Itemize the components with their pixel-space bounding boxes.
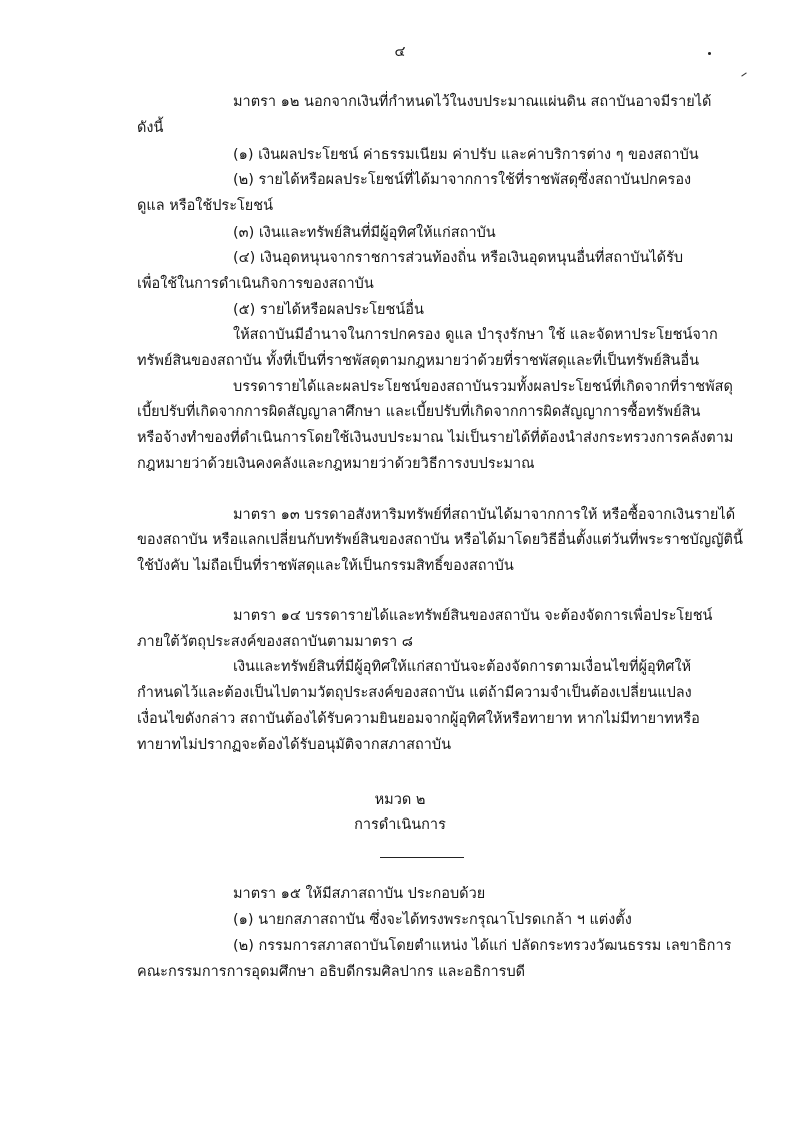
paragraph-line: ทายาทไม่ปรากฏจะต้องได้รับอนุมัติจากสภาสถาบัน xyxy=(137,737,452,753)
chapter-subtitle: การดำเนินการ xyxy=(354,817,446,833)
list-item: (๓) เงินและทรัพย์สินที่มีผู้อุทิศให้แก่สถาบัน xyxy=(233,225,496,241)
paragraph-line: ทรัพย์สินของสถาบัน ทั้งที่เป็นที่ราชพัสดุตามกฎหมายว่าด้วยที่ราชพัสดุและที่เป็นทรัพย์สินอื่น xyxy=(137,353,700,369)
scan-speck xyxy=(708,52,711,55)
divider-rule xyxy=(380,857,464,858)
paragraph-line: ใช้บังคับ ไม่ถือเป็นที่ราชพัสดุและให้เป็นกรรมสิทธิ์ของสถาบัน xyxy=(137,558,514,574)
section-13-heading: มาตรา ๑๓ บรรดาอสังหาริมทรัพย์ที่สถาบันได้มาจากการให้ หรือซื้อจากเงินรายได้ xyxy=(233,507,736,523)
list-item: (๑) นายกสภาสถาบัน ซึ่งจะได้ทรงพระกรุณาโปรดเกล้า ฯ แต่งตั้ง xyxy=(233,912,632,928)
section-14-heading: มาตรา ๑๔ บรรดารายได้และทรัพย์สินของสถาบัน จะต้องจัดการเพื่อประโยชน์ xyxy=(233,608,713,624)
chapter-title: หมวด ๒ xyxy=(374,792,426,808)
page-number: ๔ xyxy=(394,44,406,60)
paragraph-line: เงื่อนไขดังกล่าว สถาบันต้องได้รับความยินยอมจากผู้อุทิศให้หรือทายาท หากไม่มีทายาทหรือ xyxy=(137,711,700,727)
list-item: (๑) เงินผลประโยชน์ ค่าธรรมเนียม ค่าปรับ และค่าบริการต่าง ๆ ของสถาบัน xyxy=(233,147,699,163)
text-line: เพื่อใช้ในการดำเนินกิจการของสถาบัน xyxy=(137,276,374,292)
text-line: ดังนี้ xyxy=(137,120,164,136)
paragraph-line: กำหนดไว้และต้องเป็นไปตามวัตถุประสงค์ของสถาบัน แต่ถ้ามีความจำเป็นต้องเปลี่ยนแปลง xyxy=(137,685,692,701)
paragraph-line: เงินและทรัพย์สินที่มีผู้อุทิศให้แก่สถาบันจะต้องจัดการตามเงื่อนไขที่ผู้อุทิศให้ xyxy=(233,659,692,675)
paragraph-line: ของสถาบัน หรือแลกเปลี่ยนกับทรัพย์สินของสถาบัน หรือได้มาโดยวิธีอื่นตั้งแต่วันที่พระราชบัญญัตินี้ xyxy=(137,532,743,548)
paragraph-line: คณะกรรมการการอุดมศึกษา อธิบดีกรมศิลปากร และอธิการบดี xyxy=(137,964,526,980)
text-line: ดูแล หรือใช้ประโยชน์ xyxy=(137,198,274,214)
paragraph-line: หรือจ้างทำของที่ดำเนินการโดยใช้เงินงบประมาณ ไม่เป็นรายได้ที่ต้องนำส่งกระทรวงการคลังตาม xyxy=(137,430,734,446)
paragraph-line: ภายใต้วัตถุประสงค์ของสถาบันตามมาตรา ๘ xyxy=(137,634,413,650)
paragraph-line: บรรดารายได้และผลประโยชน์ของสถาบันรวมทั้งผลประโยชน์ที่เกิดจากที่ราชพัสดุ xyxy=(233,379,733,395)
paragraph-line: ให้สถาบันมีอำนาจในการปกครอง ดูแล บำรุงรักษา ใช้ และจัดหาประโยชน์จาก xyxy=(233,327,718,343)
list-item: (๔) เงินอุดหนุนจากราชการส่วนท้องถิ่น หรือเงินอุดหนุนอื่นที่สถาบันได้รับ xyxy=(233,250,684,266)
section-15-heading: มาตรา ๑๕ ให้มีสภาสถาบัน ประกอบด้วย xyxy=(233,886,486,902)
paragraph-line: เบี้ยปรับที่เกิดจากการผิดสัญญาลาศึกษา และเบี้ยปรับที่เกิดจากการผิดสัญญาการซื้อทรัพย์สิน xyxy=(137,404,701,420)
paragraph-line: กฎหมายว่าด้วยเงินคงคลังและกฎหมายว่าด้วยวิธีการงบประมาณ xyxy=(137,456,535,472)
section-12-heading: มาตรา ๑๒ นอกจากเงินที่กำหนดไว้ในงบประมาณแผ่นดิน สถาบันอาจมีรายได้ xyxy=(233,94,712,110)
list-item: (๕) รายได้หรือผลประโยชน์อื่น xyxy=(233,302,424,318)
list-item: (๒) รายได้หรือผลประโยชน์ที่ได้มาจากการใช้ที่ราชพัสดุซึ่งสถาบันปกครอง xyxy=(233,172,692,188)
scan-mark xyxy=(741,72,746,76)
list-item: (๒) กรรมการสภาสถาบันโดยตำแหน่ง ได้แก่ ปลัดกระทรวงวัฒนธรรม เลขาธิการ xyxy=(233,938,732,954)
